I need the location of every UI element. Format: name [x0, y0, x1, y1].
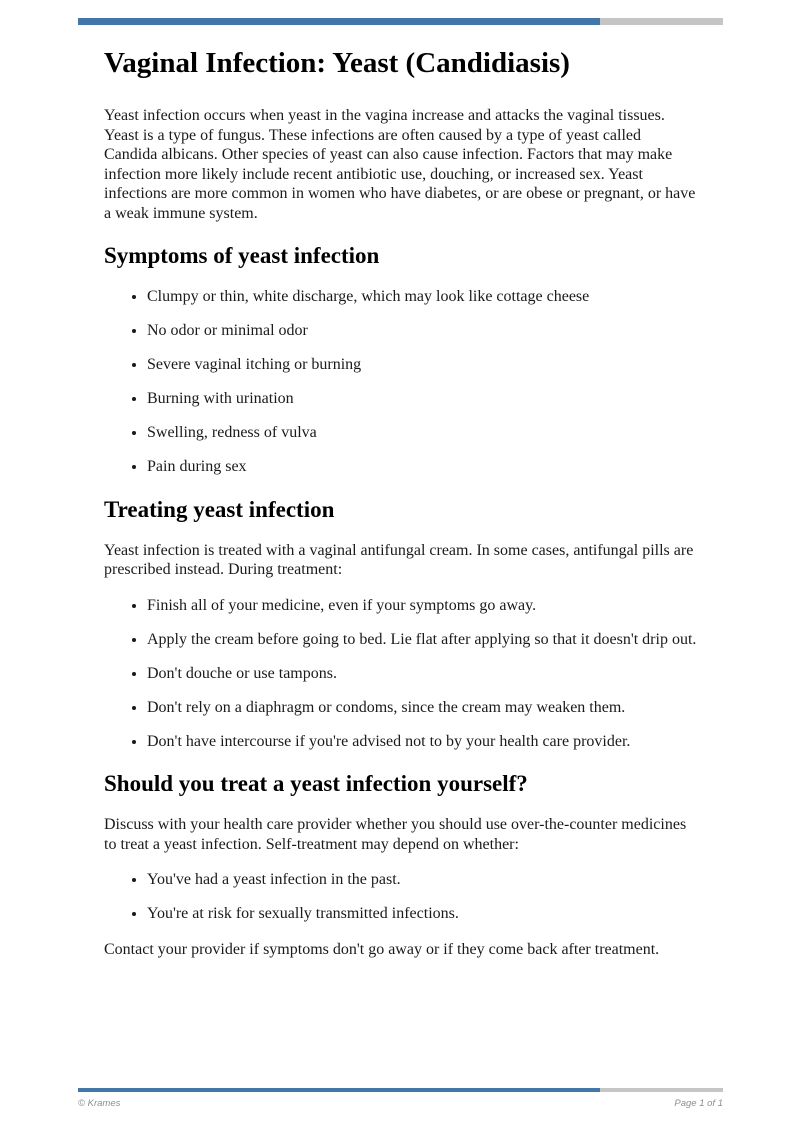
list-item: • Don't rely on a diaphragm or condoms, since the cream may weaken them.: [147, 698, 697, 718]
list-item: • Clumpy or thin, white discharge, which may look like cottage cheese: [147, 287, 697, 307]
accent-bar-gray-segment: [600, 18, 723, 25]
section-self-treatment-heading: Should you treat a yeast infection yourself?: [104, 771, 528, 796]
accent-bar-gray-segment: [600, 1088, 723, 1092]
top-accent-bar: [78, 18, 723, 25]
section-self-treatment: [104, 770, 697, 959]
accent-bar-blue-segment: [78, 18, 600, 25]
closing-paragraph: Contact your provider if symptoms don't go away or if they come back after treatment.: [104, 940, 660, 958]
intro-paragraph: Yeast infection occurs when yeast in the vagina increase and attacks the vaginal tissues. Yeast is a type of fungus. These infections are often caused by a type of yeast called Candida albicans. Other species of yeast can also cause infection. Factors that may make infection more likely include recent antibiotic use, douching, or increased sex. Yeast infections are more common in women who have diabetes, or are obese or pregnant, or have a weak immune system.: [104, 107, 696, 222]
list-item: • Severe vaginal itching or burning: [147, 355, 697, 375]
section-treating-heading: Treating yeast infection: [104, 496, 335, 522]
section-symptoms-heading: Symptoms of yeast infection: [104, 243, 380, 268]
list-item: • Burning with urination: [147, 389, 697, 409]
symptoms-list: [104, 287, 697, 477]
list-item: • You've had a yeast infection in the past.: [147, 870, 697, 890]
page-number: Page 1 of 1: [674, 1098, 723, 1109]
footer-row: [78, 1098, 723, 1109]
treatment-list: [104, 596, 697, 752]
list-item: • Apply the cream before going to bed. Lie flat after applying so that it doesn't drip out.: [147, 630, 697, 650]
page-title: Vaginal Infection: Yeast (Candidiasis): [104, 47, 570, 79]
list-item: • You're at risk for sexually transmitted infections.: [147, 904, 697, 924]
list-item: • Finish all of your medicine, even if your symptoms go away.: [147, 596, 697, 616]
copyright-text: © Krames: [78, 1098, 121, 1109]
list-item: • No odor or minimal odor: [147, 321, 697, 341]
list-item: • Don't douche or use tampons.: [147, 664, 697, 684]
list-item: • Don't have intercourse if you're advised not to by your health care provider.: [147, 732, 697, 752]
list-item: • Pain during sex: [147, 457, 697, 477]
document-content: [104, 46, 697, 975]
page-footer: [78, 1088, 723, 1109]
footer-accent-bar: [78, 1088, 723, 1092]
self-treatment-list: [104, 870, 697, 924]
section-self-treatment-paragraph: Discuss with your health care provider whether you should use over-the-counter medicines to treat a yeast infection. Self-treatment may depend on whether:: [104, 816, 687, 853]
section-symptoms: [104, 242, 697, 477]
list-item: • Swelling, redness of vulva: [147, 423, 697, 443]
section-treating-paragraph: Yeast infection is treated with a vaginal antifungal cream. In some cases, antifungal pills are prescribed instead. During treatment:: [104, 541, 694, 578]
accent-bar-blue-segment: [78, 1088, 600, 1092]
section-treating: [104, 496, 697, 752]
